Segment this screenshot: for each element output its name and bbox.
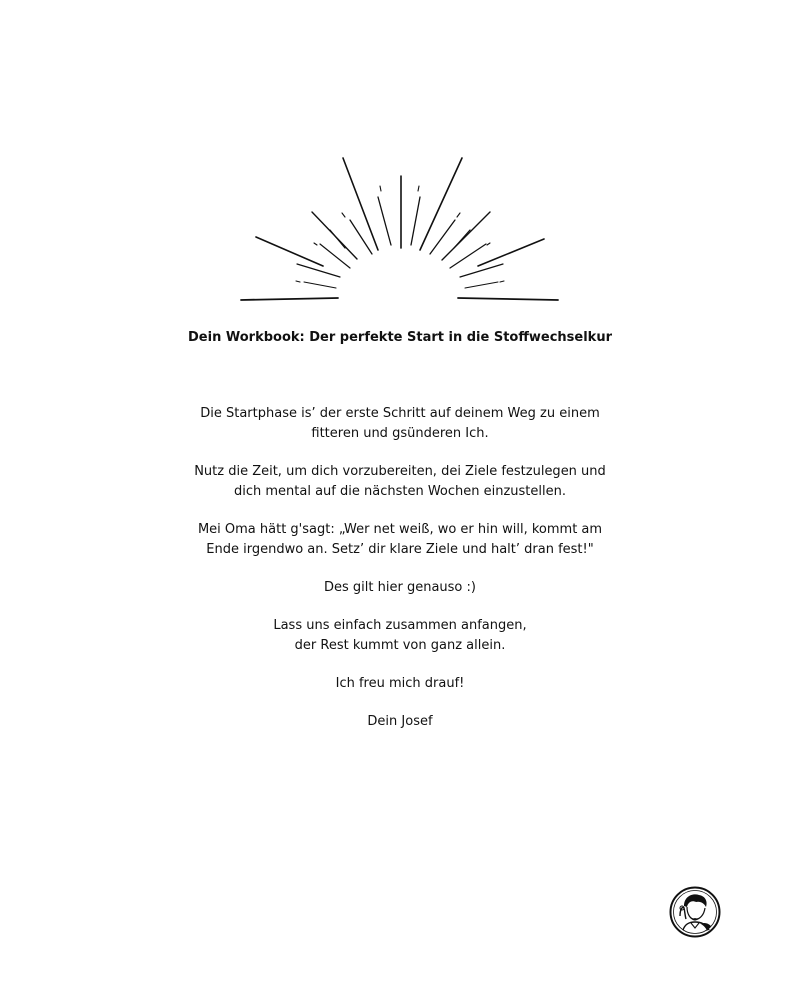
paragraph-same-here: Des gilt hier genauso :): [324, 580, 476, 595]
paragraph-intro: Die Startphase is’ der erste Schritt auf deinem Weg zu einem fitteren und gsünderen Ich.: [200, 406, 600, 441]
paragraph-preparation: Nutz die Zeit, um dich vorzubereiten, dei Ziele festzulegen und dich mental auf die nächsten Wochen einzustellen.: [194, 464, 606, 499]
paragraph-looking-forward: Ich freu mich drauf!: [335, 676, 465, 691]
document-title: Dein Workbook: Der perfekte Start in die Stoffwechselkur: [188, 330, 612, 345]
signature: Dein Josef: [367, 714, 433, 729]
paragraph-grandma-quote: Mei Oma hätt g'sagt: „Wer net weiß, wo er hin will, kommt am Ende irgendwo an. Setz’ dir klare Ziele und halt’ dran fest!": [197, 522, 603, 557]
portrait-logo-icon: [669, 886, 721, 938]
paragraph-start-together: Lass uns einfach zusammen anfangen, der Rest kummt von ganz allein.: [273, 618, 527, 653]
sunburst-icon: [0, 0, 800, 320]
letter-body: [150, 404, 650, 732]
